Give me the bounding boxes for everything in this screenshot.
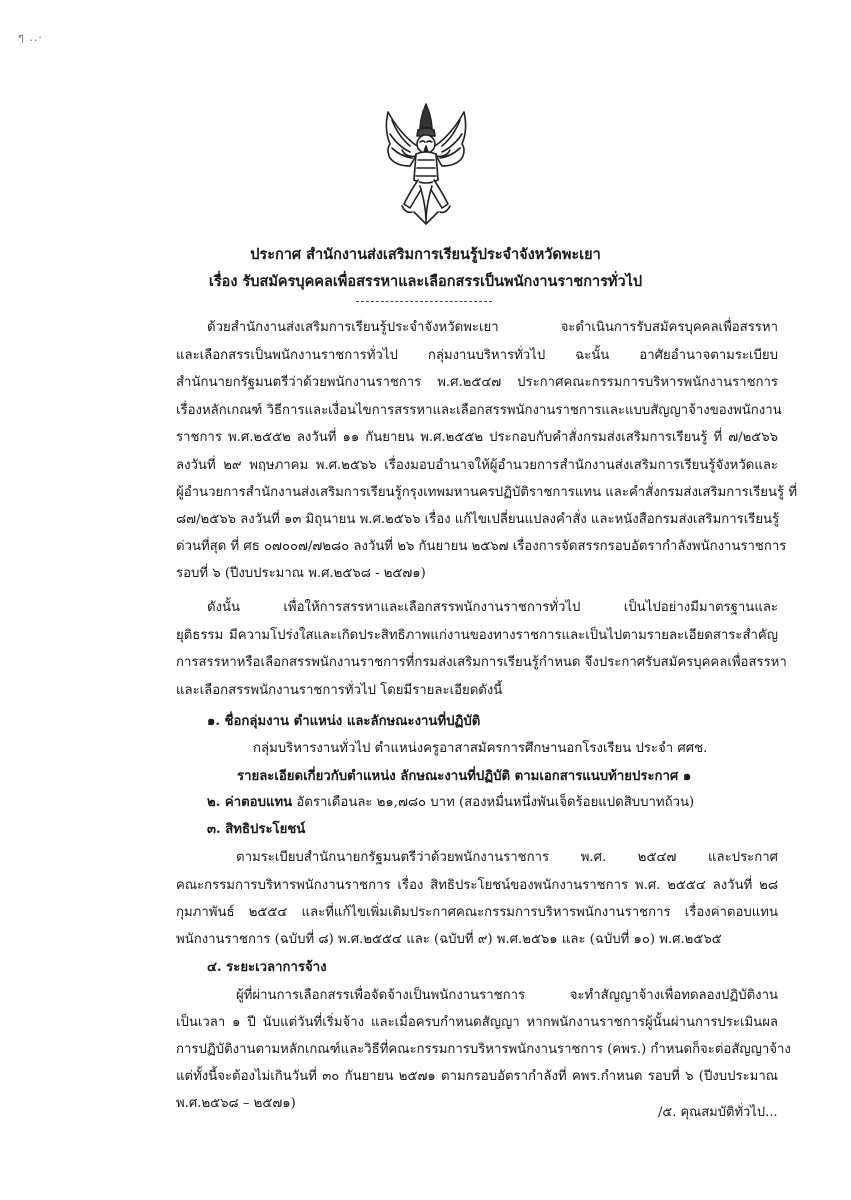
section2-text: อัตราเดือนละ ๒๑,๗๘๐ บาท (สองหมื่นหนึ่งพันเจ็ดร้อยแปดสิบบาทถ้วน) — [296, 795, 695, 810]
intro-line: ลงวันที่ ๒๙ พฤษภาคม พ.ศ.๒๕๖๖ เรื่องมอบอำนาจให้ผู้อำนวยการสำนักงานส่งเสริมการเรียนรู้จังหวัดและ — [176, 458, 778, 473]
intro-line: และเลือกสรรเป็นพนักงานราชการทั่วไป กลุ่มงานบริหารทั่วไป ฉะนั้น อาศัยอำนาจตามระเบียบ — [176, 348, 778, 363]
intro-line: สำนักนายกรัฐมนตรีว่าด้วยพนักงานราชการ พ.ศ.๒๕๔๗ ประกาศคณะกรรมการบริหารพนักงานราชการ — [176, 375, 778, 390]
title-divider — [356, 301, 492, 302]
intro-line: ด่วนที่สุด ที่ ศธ ๐๗๐๐๗/๗๒๘๐ ลงวันที่ ๒๖ กันยายน ๒๕๖๗ เรื่องการจัดสรรกรอบอัตรากำลังพนักงานราชการ — [176, 539, 787, 554]
section4-line: เป็นเวลา ๑ ปี นับแต่วันที่เริ่มจ้าง และเมื่อครบกำหนดสัญญา หากพนักงานราชการผู้นั้นผ่านการประเมินผล — [176, 1015, 778, 1030]
section1-position: กลุ่มบริหารงานทั่วไป ตำแหน่งครูอาสาสมัครการศึกษานอกโรงเรียน ประจำ ศศช. — [253, 741, 708, 756]
announcement-subject: เรื่อง รับสมัครบุคคลเพื่อสรรหาและเลือกสรรเป็นพนักงานราชการทั่วไป — [208, 273, 643, 290]
section3-line: กุมภาพันธ์ ๒๕๕๔ และที่แก้ไขเพิ่มเติมประกาศคณะกรรมการบริหารพนักงานราชการ เรื่องค่าตอบแทน — [176, 905, 778, 920]
section4-line: แต่ทั้งนี้จะต้องไม่เกินวันที่ ๓๐ กันยายน ๒๕๗๑ ตามกรอบอัตรากำลังที่ คพร.กำหนด รอบที่ ๖ (ปีงบประมาณ — [176, 1069, 778, 1084]
section3-line: คณะกรรมการบริหารพนักงานราชการ เรื่อง สิทธิประโยชน์ของพนักงานราชการ พ.ศ. ๒๕๕๔ ลงวันที่ ๒๘ — [176, 878, 778, 893]
next-page-indicator: /๕. คุณสมบัติทั่วไป... — [658, 1105, 778, 1120]
purpose-line: ยุติธรรม มีความโปร่งใสและเกิดประสิทธิภาพแก่งานของทางราชการและเป็นไปตามรายละเอียดสาระสำคัญ — [176, 628, 778, 643]
section2-heading: ๒. ค่าตอบแทน — [207, 795, 293, 810]
announcement-title: ประกาศ สำนักงานส่งเสริมการเรียนรู้ประจำจังหวัดพะเยา — [250, 246, 601, 263]
garuda-emblem-icon — [380, 100, 472, 228]
section3-heading: ๓. สิทธิประโยชน์ — [207, 822, 306, 837]
intro-line: ราชการ พ.ศ.๒๕๕๒ ลงวันที่ ๑๑ กันยายน พ.ศ.๒๕๕๒ ประกอบกับคำสั่งกรมส่งเสริมการเรียนรู้ ที่ ๗/๒๕๖๖ — [176, 430, 778, 445]
section3-line: ตามระเบียบสำนักนายกรัฐมนตรีว่าด้วยพนักงานราชการ พ.ศ. ๒๕๔๗ และประกาศ — [236, 850, 778, 865]
intro-line: ผู้อำนวยการสำนักงานส่งเสริมการเรียนรู้กรุงเทพมหานครปฏิบัติราชการแทน และคำสั่งกรมส่งเสริมการเรียนรู้ ที่ — [176, 485, 798, 500]
corner-mark: ๆ ..· — [18, 31, 43, 44]
intro-line: รอบที่ ๖ (ปีงบประมาณ พ.ศ.๒๕๖๘ - ๒๕๗๑) — [176, 566, 426, 581]
section4-heading: ๔. ระยะเวลาการจ้าง — [207, 960, 327, 975]
purpose-line: การสรรหาหรือเลือกสรรพนักงานราชการที่กรมส่งเสริมการเรียนรู้กำหนด จึงประกาศรับสมัครบุคคลเพื่อสรรหา — [176, 655, 787, 670]
purpose-line: ดังนั้น เพื่อให้การสรรหาและเลือกสรรพนักงานราชการทั่วไป เป็นไปอย่างมีมาตรฐานและ — [207, 600, 778, 615]
section2-row — [207, 793, 694, 813]
section1-details: รายละเอียดเกี่ยวกับตำแหน่ง ลักษณะงานที่ปฏิบัติ ตามเอกสารแนบท้ายประกาศ ๑ — [237, 769, 692, 784]
purpose-line: และเลือกสรรพนักงานราชการทั่วไป โดยมีรายละเอียดดังนี้ — [176, 683, 503, 698]
intro-line: เรื่องหลักเกณฑ์ วิธีการและเงื่อนไขการสรรหาและเลือกสรรพนักงานราชการและแบบสัญญาจ้างของพนักงาน — [176, 403, 782, 418]
intro-line: ๘๗/๒๕๖๖ ลงวันที่ ๑๓ มิถุนายน พ.ศ.๒๕๖๖ เรื่อง แก้ไขเปลี่ยนแปลงคำสั่ง และหนังสือกรมส่งเสริมการเรียนรู้ — [176, 512, 780, 527]
section4-line: พ.ศ.๒๕๖๘ – ๒๕๗๑) — [176, 1096, 296, 1111]
section4-line: ผู้ที่ผ่านการเลือกสรรเพื่อจัดจ้างเป็นพนักงานราชการ จะทำสัญญาจ้างเพื่อทดลองปฏิบัติงาน — [236, 988, 778, 1003]
section1-heading: ๑. ชื่อกลุ่มงาน ตำแหน่ง และลักษณะงานที่ปฏิบัติ — [207, 714, 481, 729]
section3-line: พนักงานราชการ (ฉบับที่ ๘) พ.ศ.๒๕๕๔ และ (ฉบับที่ ๙) พ.ศ.๒๕๖๑ และ (ฉบับที่ ๑๐) พ.ศ.๒๕๖๕ — [176, 932, 722, 947]
intro-line: ด้วยสำนักงานส่งเสริมการเรียนรู้ประจำจังหวัดพะเยา จะดำเนินการรับสมัครบุคคลเพื่อสรรหา — [207, 320, 778, 335]
section4-line: การปฏิบัติงานตามหลักเกณฑ์และวิธีที่คณะกรรมการบริหารพนักงานราชการ (คพร.) กำหนดก็จะต่อสัญญาจ้าง — [176, 1042, 791, 1057]
